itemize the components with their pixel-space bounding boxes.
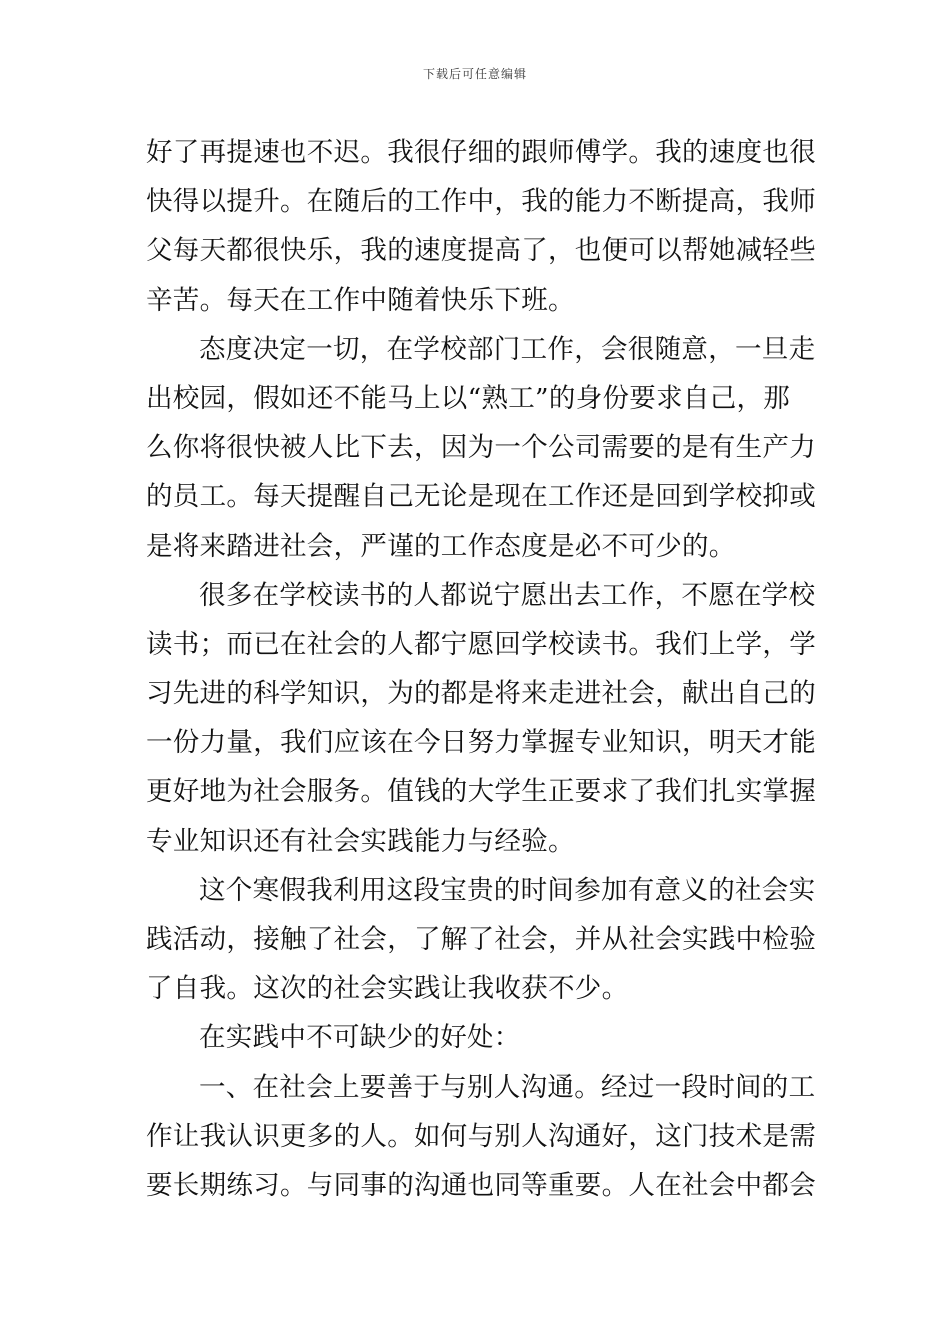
- text-line: 作让我认识更多的人。如何与别人沟通好，这门技术是需: [146, 1120, 816, 1152]
- text-line: 出校园，假如还不能马上以“熟工”的身份要求自己，那: [146, 382, 791, 414]
- text-line: 要长期练习。与同事的沟通也同等重要。人在社会中都会: [146, 1169, 816, 1201]
- page-header: 下载后可任意编辑: [422, 67, 527, 81]
- text-line: 一、在社会上要善于与别人沟通。经过一段时间的工: [199, 1071, 816, 1103]
- text-line: 辛苦。每天在工作中随着快乐下班。: [146, 284, 575, 316]
- text-line: 更好地为社会服务。值钱的大学生正要求了我们扎实掌握: [146, 776, 816, 808]
- text-line: 快得以提升。在随后的工作中，我的能力不断提高，我师: [146, 186, 816, 218]
- text-line: 这个寒假我利用这段宝贵的时间参加有意义的社会实: [199, 874, 816, 906]
- text-line: 很多在学校读书的人都说宁愿出去工作，不愿在学校: [199, 579, 816, 611]
- text-line: 是将来踏进社会，严谨的工作态度是必不可少的。: [146, 530, 736, 562]
- text-line: 的员工。每天提醒自己无论是现在工作还是回到学校抑或: [146, 481, 816, 513]
- text-line: 了自我。这次的社会实践让我收获不少。: [146, 973, 629, 1005]
- text-line: 在实践中不可缺少的好处：: [199, 1022, 521, 1054]
- text-line: 好了再提速也不迟。我很仔细的跟师傅学。我的速度也很: [146, 137, 816, 168]
- text-line: 态度决定一切，在学校部门工作，会很随意，一旦走: [199, 333, 816, 365]
- text-line: 么你将很快被人比下去，因为一个公司需要的是有生产力: [146, 432, 816, 464]
- text-line: 专业知识还有社会实践能力与经验。: [146, 825, 575, 857]
- text-line: 习先进的科学知识，为的都是将来走进社会，献出自己的: [146, 678, 816, 710]
- document-body: [146, 128, 816, 1210]
- text-line: 父每天都很快乐，我的速度提高了，也便可以帮她减轻些: [146, 235, 816, 267]
- text-line: 一份力量，我们应该在今日努力掌握专业知识，明天才能: [146, 727, 816, 759]
- text-line: 读书；而已在社会的人都宁愿回学校读书。我们上学，学: [146, 628, 816, 660]
- text-line: 践活动，接触了社会，了解了社会，并从社会实践中检验: [146, 924, 816, 955]
